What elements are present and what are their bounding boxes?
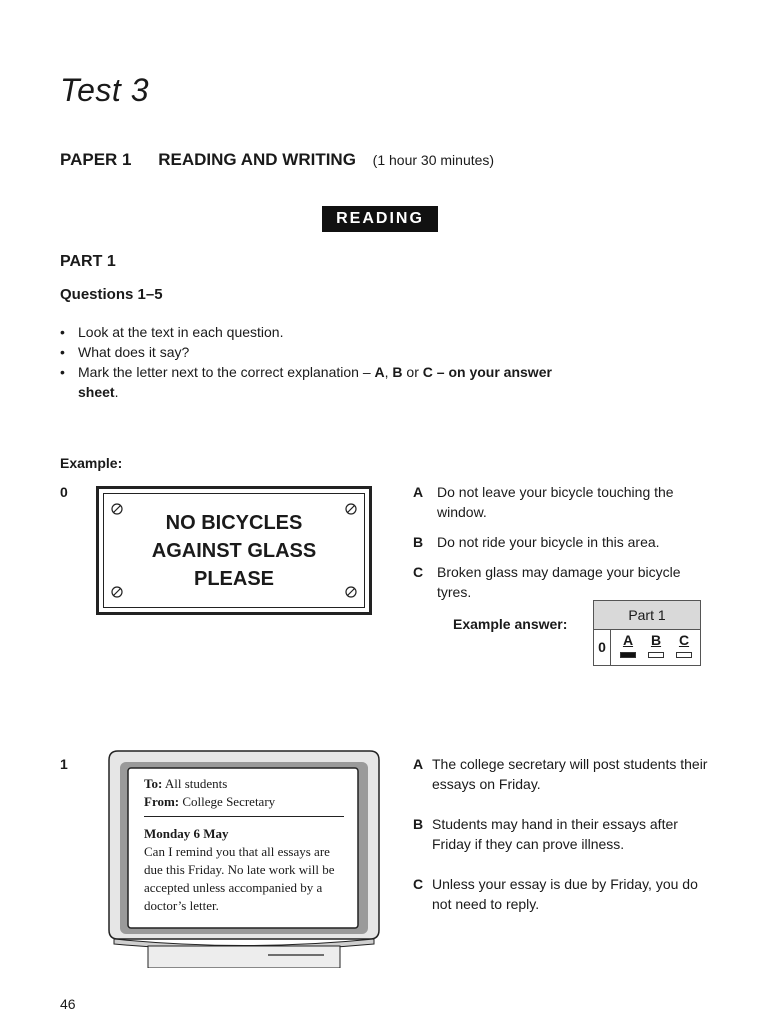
option-text: Students may hand in their essays after Friday if they can prove illness.: [432, 816, 678, 852]
instruction-letter-b: B: [392, 364, 403, 380]
test-title: Test 3: [60, 72, 149, 108]
instruction-text: Mark the letter next to the correct explanation –: [78, 364, 375, 380]
example-answer-label: Example answer:: [453, 616, 568, 632]
instruction-answer-sheet: – on your answer sheet: [78, 364, 552, 400]
question-1-option-b: [413, 814, 713, 854]
answer-choice-a: [618, 632, 638, 658]
instructions-list: [60, 322, 560, 402]
answer-mark-empty: [676, 652, 692, 658]
question-1-number: 1: [60, 756, 68, 772]
instruction-text: What does it say?: [78, 344, 190, 360]
sign-line: NO BICYCLES: [165, 512, 303, 534]
instruction-letter-a: A: [374, 364, 385, 380]
example-option-c: [413, 562, 713, 602]
option-letter: B: [413, 534, 424, 550]
notice-sign-text: [99, 509, 369, 593]
sign-line: PLEASE: [193, 568, 275, 590]
option-text: Do not ride your bicycle in this area.: [437, 534, 660, 550]
instruction-text: Look at the text in each question.: [78, 324, 284, 340]
instruction-item: [60, 342, 560, 362]
option-letter: A: [413, 484, 424, 500]
answer-box-header: Part 1: [594, 601, 700, 630]
option-text: Broken glass may damage your bicycle tyres.: [437, 564, 681, 600]
screen-to-line: [144, 775, 344, 793]
instruction-item: [60, 322, 560, 342]
screen-divider: [144, 816, 344, 817]
answer-mark-empty: [648, 652, 664, 658]
example-number: 0: [60, 484, 68, 500]
answer-letter: C: [678, 632, 690, 648]
example-option-a: [413, 482, 713, 522]
from-label: From:: [144, 794, 180, 809]
page-number: 46: [60, 996, 76, 1012]
instruction-text: ,: [384, 364, 393, 380]
option-text: The college secretary will post students their essays on Friday.: [432, 756, 708, 792]
answer-letter: A: [622, 632, 634, 648]
from-value: College Secretary: [182, 794, 276, 809]
paper-heading: [60, 150, 494, 170]
instruction-letter-c: C: [422, 364, 433, 380]
to-value: All students: [164, 776, 228, 791]
reading-banner: READING: [322, 206, 438, 232]
instruction-text: .: [114, 384, 119, 400]
paper-duration: (1 hour 30 minutes): [372, 152, 495, 168]
instruction-item: [60, 362, 560, 402]
questions-heading: Questions 1–5: [60, 286, 163, 303]
paper-name: READING AND WRITING: [158, 150, 356, 169]
answer-sheet-box: [593, 600, 701, 666]
notice-sign: [96, 486, 372, 615]
question-1-option-a: [413, 754, 713, 794]
screen-date: Monday 6 May: [144, 826, 229, 841]
example-option-b: [413, 532, 713, 552]
option-letter: B: [413, 816, 424, 832]
option-letter: A: [413, 756, 424, 772]
option-letter: C: [413, 876, 424, 892]
to-label: To:: [144, 776, 163, 791]
screen-message: [144, 775, 344, 915]
part-heading: PART 1: [60, 253, 116, 270]
screen-body: Can I remind you that all essays are due this Friday. No late work will be accepted unless accompanied by a doctor’s letter.: [144, 844, 335, 913]
instruction-text: or: [402, 364, 423, 380]
example-label: Example:: [60, 455, 123, 471]
answer-letter: B: [650, 632, 662, 648]
answer-choice-b: [646, 632, 666, 658]
option-text: Unless your essay is due by Friday, you do not need to reply.: [432, 876, 698, 912]
paper-label: PAPER 1: [60, 150, 132, 169]
answer-box-row: [594, 629, 700, 665]
question-1-option-c: [413, 874, 713, 914]
option-text: Do not leave your bicycle touching the window.: [437, 484, 674, 520]
option-letter: C: [413, 564, 424, 580]
sign-line: AGAINST GLASS: [151, 540, 317, 562]
answer-choice-c: [674, 632, 694, 658]
screen-from-line: [144, 793, 344, 811]
answer-mark-filled: [620, 652, 636, 658]
answer-row-number: 0: [594, 629, 611, 665]
